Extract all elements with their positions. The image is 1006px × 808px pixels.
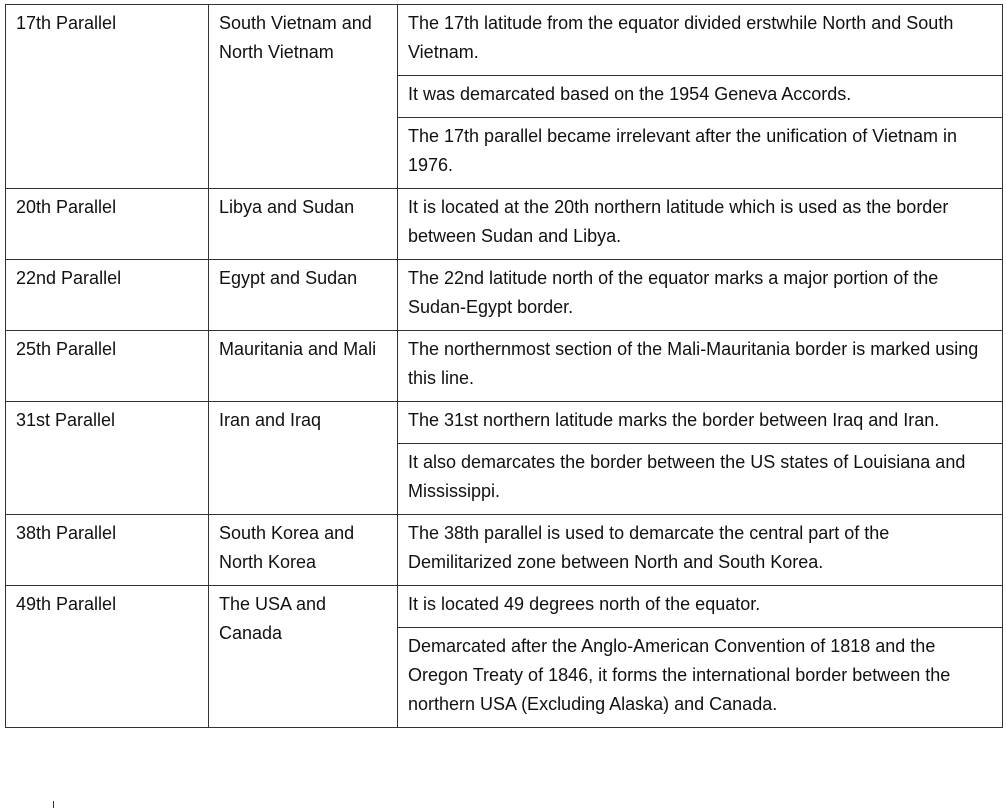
note-cell: The 38th parallel is used to demarcate the central part of the Demilitarized zone between North and South Korea. <box>398 515 1003 586</box>
note-cell: Demarcated after the Anglo-American Convention of 1818 and the Oregon Treaty of 1846, it forms the international border between the northern USA (Excluding Alaska) and Canada. <box>398 628 1003 728</box>
note-cell: It is located at the 20th northern latitude which is used as the border between Sudan and Libya. <box>398 189 1003 260</box>
countries-cell: Libya and Sudan <box>209 189 398 260</box>
parallel-cell: 31st Parallel <box>6 402 209 515</box>
countries-cell: The USA and Canada <box>209 586 398 728</box>
table-row <box>6 5 1003 76</box>
parallel-cell: 17th Parallel <box>6 5 209 189</box>
parallel-cell: 20th Parallel <box>6 189 209 260</box>
table-row <box>6 331 1003 402</box>
countries-cell: Mauritania and Mali <box>209 331 398 402</box>
note-cell: It also demarcates the border between the US states of Louisiana and Mississippi. <box>398 444 1003 515</box>
parallel-cell: 25th Parallel <box>6 331 209 402</box>
table-row <box>6 402 1003 444</box>
note-cell: The northernmost section of the Mali-Mauritania border is marked using this line. <box>398 331 1003 402</box>
note-cell: The 17th parallel became irrelevant after the unification of Vietnam in 1976. <box>398 118 1003 189</box>
parallel-cell: 49th Parallel <box>6 586 209 728</box>
table-row <box>6 260 1003 331</box>
note-cell: It was demarcated based on the 1954 Geneva Accords. <box>398 76 1003 118</box>
countries-cell: Egypt and Sudan <box>209 260 398 331</box>
text-cursor-mark <box>53 801 54 808</box>
note-cell: The 31st northern latitude marks the border between Iraq and Iran. <box>398 402 1003 444</box>
note-cell: The 17th latitude from the equator divided erstwhile North and South Vietnam. <box>398 5 1003 76</box>
note-cell: It is located 49 degrees north of the equator. <box>398 586 1003 628</box>
parallel-cell: 38th Parallel <box>6 515 209 586</box>
table-row <box>6 189 1003 260</box>
table-row <box>6 586 1003 628</box>
countries-cell: South Korea and North Korea <box>209 515 398 586</box>
parallel-cell: 22nd Parallel <box>6 260 209 331</box>
countries-cell: South Vietnam and North Vietnam <box>209 5 398 189</box>
note-cell: The 22nd latitude north of the equator marks a major portion of the Sudan-Egypt border. <box>398 260 1003 331</box>
table-row <box>6 515 1003 586</box>
countries-cell: Iran and Iraq <box>209 402 398 515</box>
parallels-table <box>5 4 1003 728</box>
